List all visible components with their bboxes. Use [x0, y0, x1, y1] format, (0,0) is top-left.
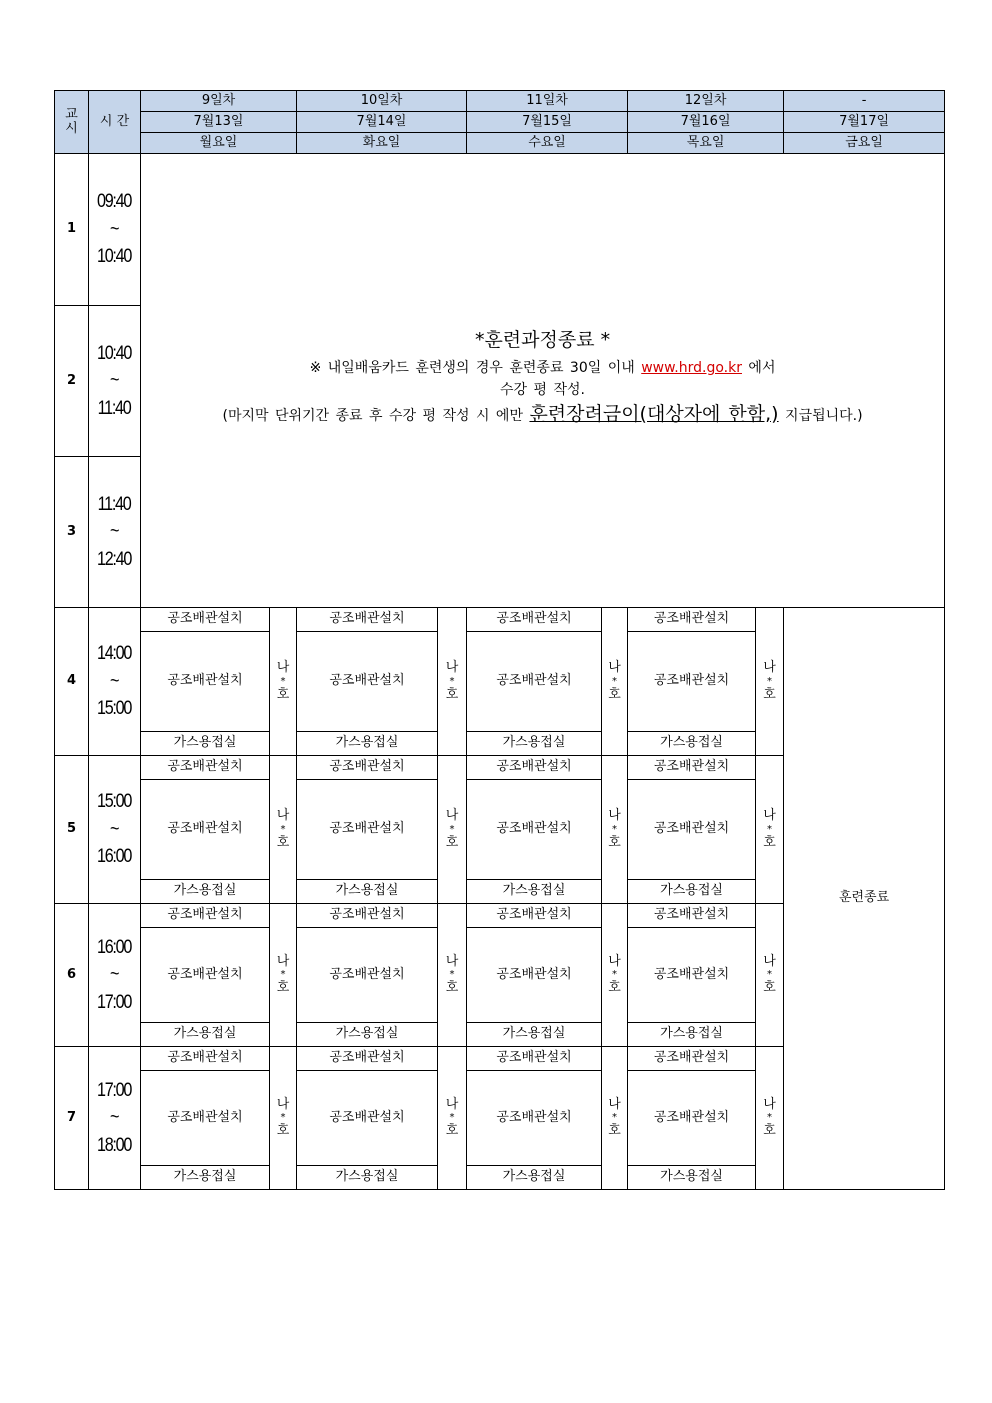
class-subject-main: 공조배관설치 — [628, 780, 756, 880]
class-subject-main: 공조배관설치 — [467, 928, 602, 1023]
room-marker: 나 * 호 — [602, 1047, 628, 1190]
class-subject-main: 공조배관설치 — [628, 928, 756, 1023]
day-no: 12일차 — [628, 91, 784, 112]
class-subject-top: 공조배관설치 — [297, 1047, 438, 1071]
hrd-link[interactable]: www.hrd.go.kr — [641, 360, 742, 377]
gyosi-header: 교시 — [55, 91, 89, 154]
class-room: 가스용접실 — [467, 1166, 602, 1190]
class-subject-main: 공조배관설치 — [297, 928, 438, 1023]
room-marker: 나 * 호 — [756, 608, 784, 756]
class-subject-main: 공조배관설치 — [141, 632, 270, 732]
period-time: 11:40 ~ 12:40 — [89, 457, 141, 608]
class-subject-main: 공조배관설치 — [467, 1071, 602, 1166]
class-room: 가스용접실 — [141, 1166, 270, 1190]
class-subject-main: 공조배관설치 — [628, 1071, 756, 1166]
room-marker: 나 * 호 — [756, 1047, 784, 1190]
notice-line-2: 수강 평 작성. — [500, 381, 586, 398]
class-subject-top: 공조배관설치 — [628, 1047, 756, 1071]
class-subject-top: 공조배관설치 — [467, 904, 602, 928]
class-room: 가스용접실 — [297, 1166, 438, 1190]
day-date: 7월13일 — [141, 112, 297, 133]
room-marker: 나 * 호 — [602, 904, 628, 1047]
period-time: 09:40 ~ 10:40 — [89, 154, 141, 306]
class-room: 가스용접실 — [297, 880, 438, 904]
class-subject-main: 공조배관설치 — [141, 1071, 270, 1166]
day-date: 7월15일 — [467, 112, 628, 133]
period-number: 1 — [55, 154, 89, 306]
day-no: - — [784, 91, 945, 112]
class-room: 가스용접실 — [141, 880, 270, 904]
time-header: 시 간 — [89, 91, 141, 154]
day-date: 7월17일 — [784, 112, 945, 133]
class-subject-top: 공조배관설치 — [467, 608, 602, 632]
period-number: 6 — [55, 904, 89, 1047]
period-number: 7 — [55, 1047, 89, 1190]
day-date: 7월16일 — [628, 112, 784, 133]
class-subject-main: 공조배관설치 — [297, 1071, 438, 1166]
class-subject-main: 공조배관설치 — [297, 632, 438, 732]
course-end-notice — [141, 154, 945, 608]
room-marker: 나 * 호 — [270, 608, 297, 756]
class-room: 가스용접실 — [628, 880, 756, 904]
notice-line-3: (마지막 단위기간 종료 후 수강 평 작성 시 에만 훈련장려금이(대상자에 한함,) 지급됩니다.) — [222, 402, 863, 425]
room-marker: 나 * 호 — [438, 756, 467, 904]
day-no: 11일차 — [467, 91, 628, 112]
day-no: 9일차 — [141, 91, 297, 112]
room-marker: 나 * 호 — [270, 1047, 297, 1190]
notice-title: *훈련과정종료 * — [474, 329, 611, 352]
period-time: 16:00 ~ 17:00 — [89, 904, 141, 1047]
class-subject-main: 공조배관설치 — [628, 632, 756, 732]
period-number: 3 — [55, 457, 89, 608]
class-room: 가스용접실 — [628, 732, 756, 756]
class-room: 가스용접실 — [467, 1023, 602, 1047]
day-weekday: 월요일 — [141, 133, 297, 154]
period-number: 2 — [55, 306, 89, 457]
period-number: 5 — [55, 756, 89, 904]
notice-line-1: ※ 내일배움카드 훈련생의 경우 훈련종료 30일 이내 www.hrd.go.kr 에서 — [309, 360, 776, 377]
day-no: 10일차 — [297, 91, 467, 112]
class-subject-top: 공조배관설치 — [141, 904, 270, 928]
day-weekday: 목요일 — [628, 133, 784, 154]
class-subject-main: 공조배관설치 — [467, 632, 602, 732]
class-subject-top: 공조배관설치 — [628, 756, 756, 780]
day-weekday: 수요일 — [467, 133, 628, 154]
period-time: 10:40 ~ 11:40 — [89, 306, 141, 457]
class-subject-top: 공조배관설치 — [467, 1047, 602, 1071]
period-time: 15:00 ~ 16:00 — [89, 756, 141, 904]
class-room: 가스용접실 — [141, 1023, 270, 1047]
room-marker: 나 * 호 — [602, 608, 628, 756]
class-subject-top: 공조배관설치 — [628, 608, 756, 632]
class-room: 가스용접실 — [628, 1023, 756, 1047]
timetable — [54, 90, 945, 1190]
class-subject-main: 공조배관설치 — [467, 780, 602, 880]
class-room: 가스용접실 — [628, 1166, 756, 1190]
class-subject-top: 공조배관설치 — [297, 756, 438, 780]
period-number: 4 — [55, 608, 89, 756]
class-subject-top: 공조배관설치 — [297, 904, 438, 928]
class-subject-main: 공조배관설치 — [297, 780, 438, 880]
class-subject-top: 공조배관설치 — [141, 756, 270, 780]
period-time: 17:00 ~ 18:00 — [89, 1047, 141, 1190]
class-room: 가스용접실 — [297, 732, 438, 756]
room-marker: 나 * 호 — [438, 904, 467, 1047]
class-subject-top: 공조배관설치 — [141, 608, 270, 632]
day-date: 7월14일 — [297, 112, 467, 133]
room-marker: 나 * 호 — [270, 904, 297, 1047]
class-room: 가스용접실 — [467, 880, 602, 904]
training-end-label: 훈련종료 — [784, 608, 945, 1190]
room-marker: 나 * 호 — [756, 904, 784, 1047]
class-subject-top: 공조배관설치 — [628, 904, 756, 928]
day-weekday: 화요일 — [297, 133, 467, 154]
class-room: 가스용접실 — [141, 732, 270, 756]
class-subject-top: 공조배관설치 — [297, 608, 438, 632]
room-marker: 나 * 호 — [438, 608, 467, 756]
class-room: 가스용접실 — [297, 1023, 438, 1047]
room-marker: 나 * 호 — [438, 1047, 467, 1190]
class-subject-top: 공조배관설치 — [141, 1047, 270, 1071]
class-subject-top: 공조배관설치 — [467, 756, 602, 780]
room-marker: 나 * 호 — [756, 756, 784, 904]
class-subject-main: 공조배관설치 — [141, 928, 270, 1023]
period-time: 14:00 ~ 15:00 — [89, 608, 141, 756]
day-weekday: 금요일 — [784, 133, 945, 154]
room-marker: 나 * 호 — [602, 756, 628, 904]
room-marker: 나 * 호 — [270, 756, 297, 904]
class-subject-main: 공조배관설치 — [141, 780, 270, 880]
class-room: 가스용접실 — [467, 732, 602, 756]
